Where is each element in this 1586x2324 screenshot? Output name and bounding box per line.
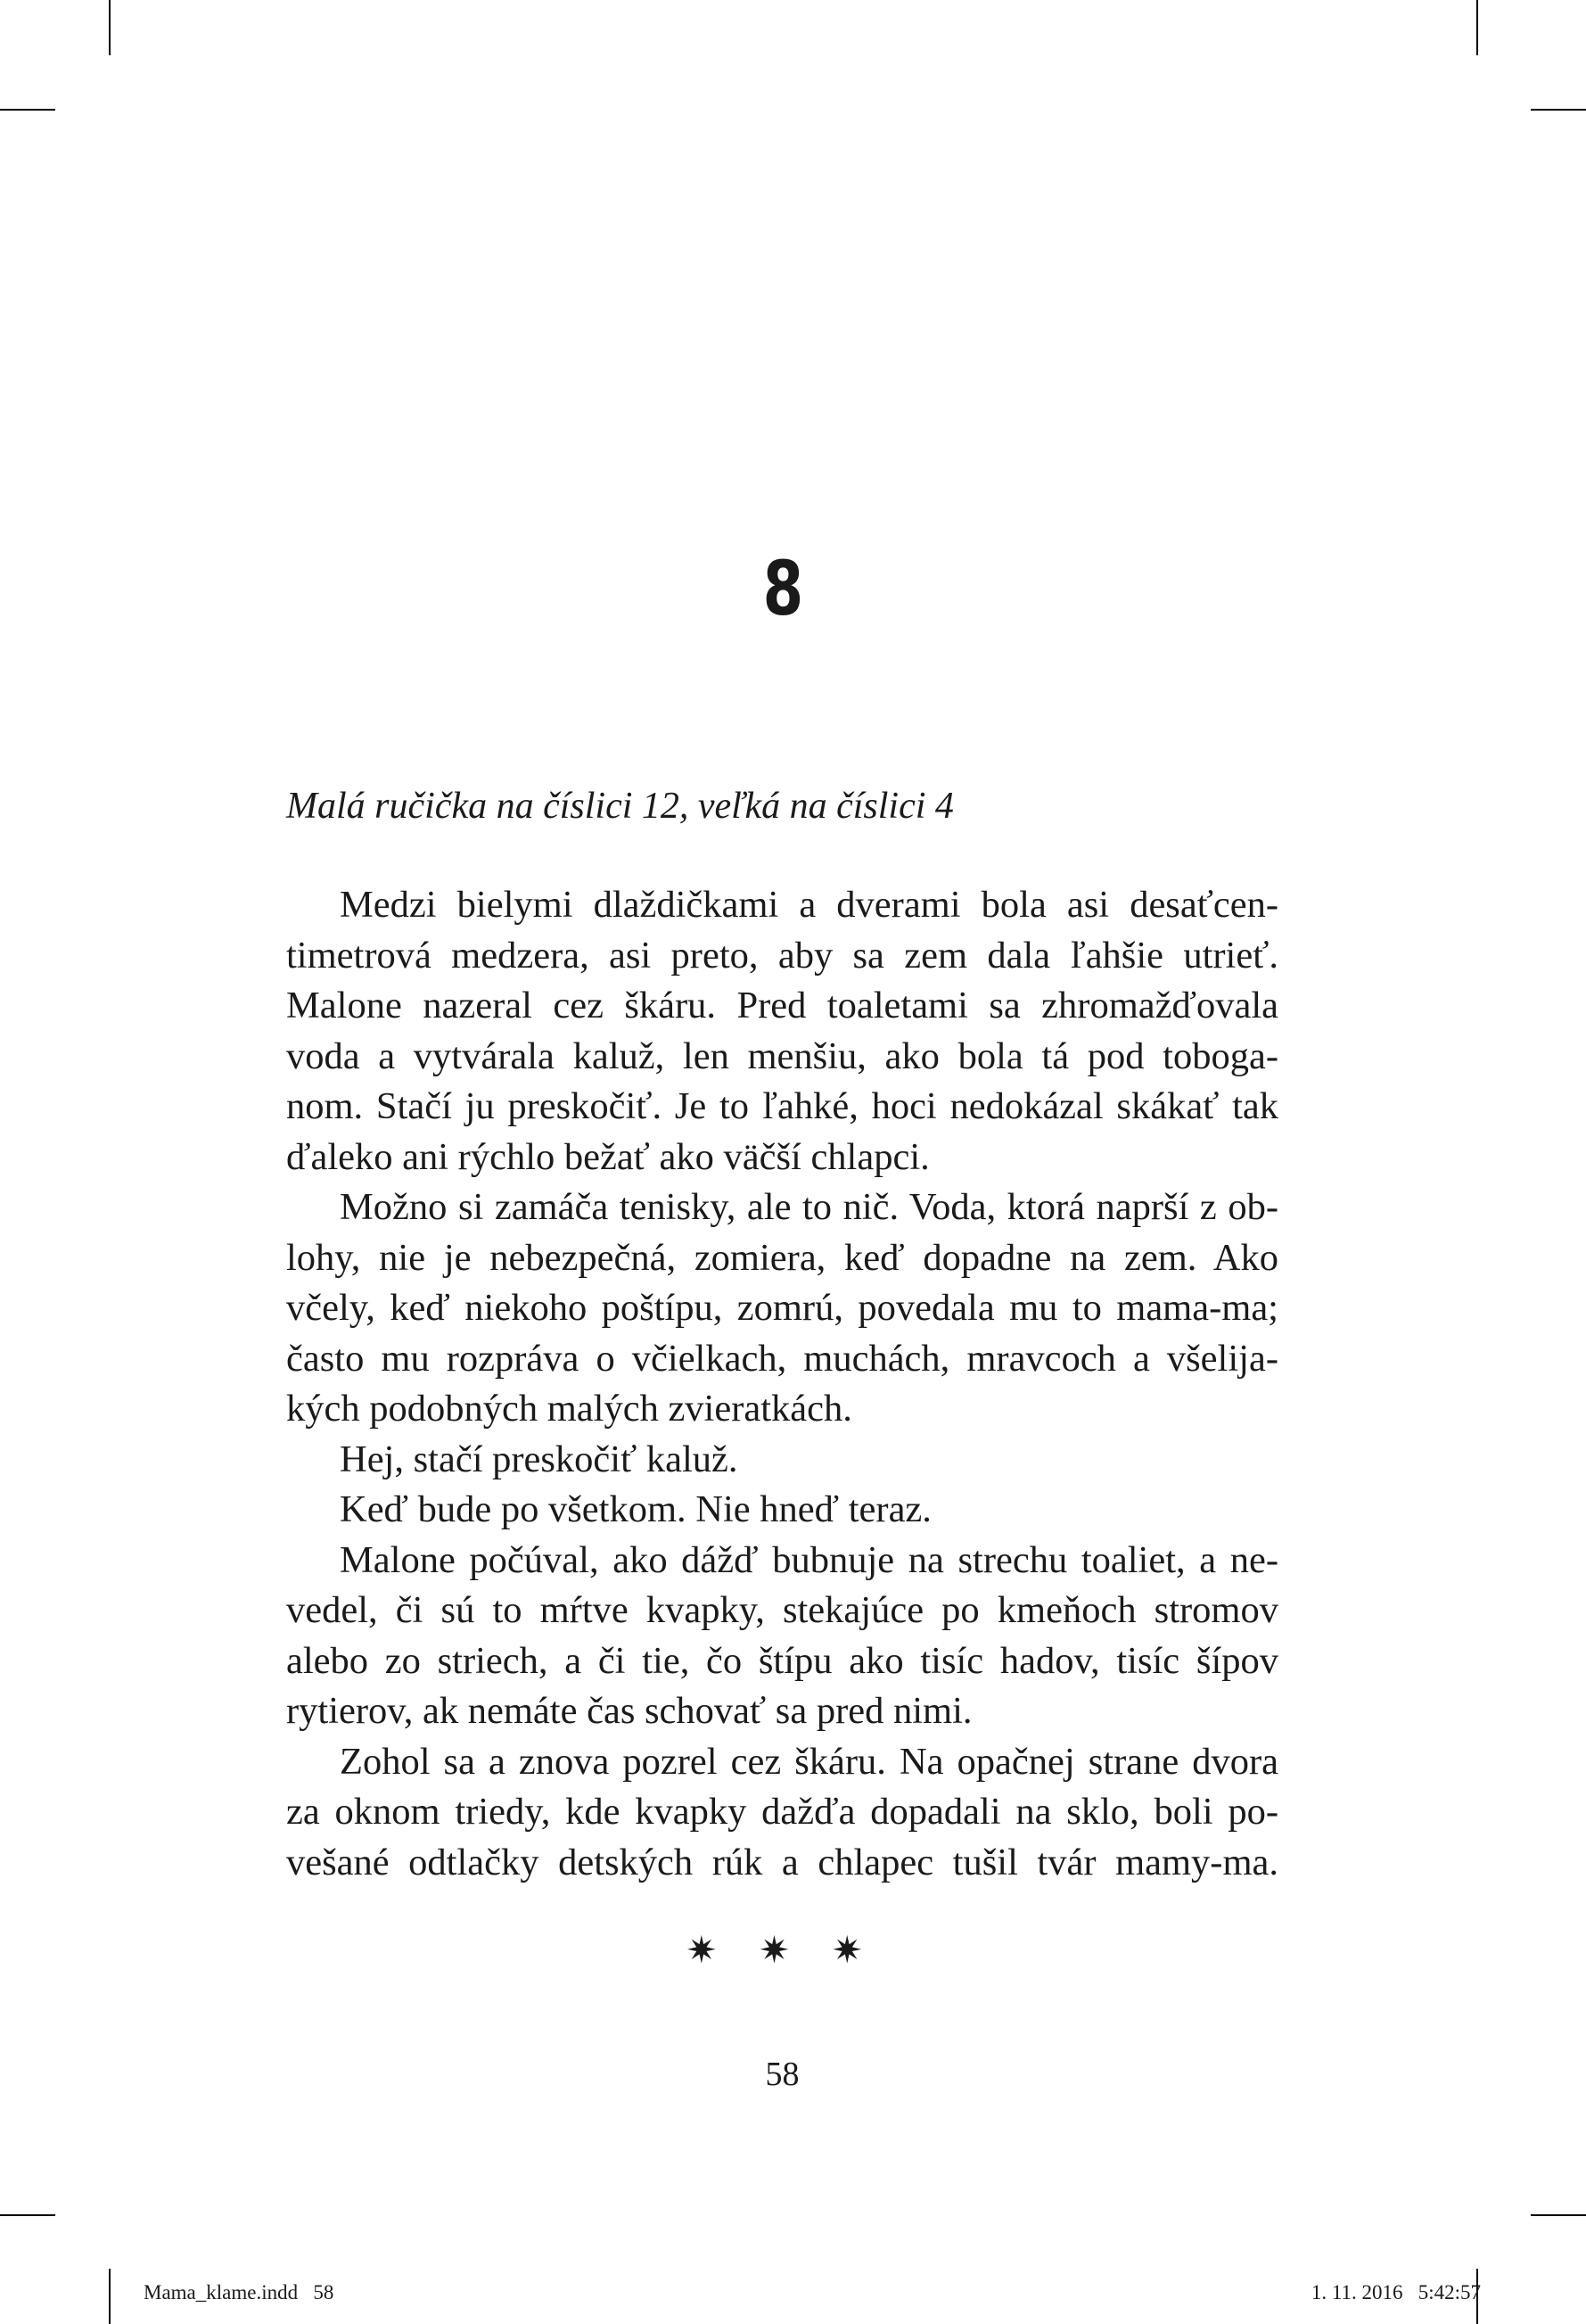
crop-mark-top-left [109, 0, 111, 55]
crop-mark-right-top [1531, 109, 1586, 111]
chapter-number: 8 [762, 545, 802, 632]
text-line: Medzi bielymi dlaždičkami a dverami bola asi desaťcen- [340, 884, 1278, 926]
text-line: vešané odtlačky detských rúk a chlapec tušil tvár mamy-ma. [286, 1841, 1278, 1883]
body-text [286, 880, 1278, 1888]
text-line: kých podobných malých zvieratkách. [286, 1388, 852, 1430]
text-line: Zohol sa a znova pozrel cez škáru. Na opačnej strane dvora [340, 1740, 1278, 1783]
text-line: voda a vytvárala kaluž, len menšiu, ako bola tá pod toboga- [286, 1034, 1278, 1077]
text-line: Malone nazeral cez škáru. Pred toaletami sa zhromažďovala [286, 985, 1278, 1026]
text-line: včely, keď niekoho poštípu, zomrú, povedala mu to mama-ma; [286, 1287, 1278, 1329]
footer-timestamp: 1. 11. 2016 5:42:57 [1311, 2281, 1481, 2303]
page-number: 58 [765, 2056, 800, 2093]
text-line: Keď bude po všetkom. Nie hneď teraz. [340, 1488, 932, 1530]
section-separator: ✷ ✷ ✷ [686, 1931, 879, 1972]
text-line: za oknom triedy, kde kvapky dažďa dopadali na sklo, boli po- [286, 1791, 1278, 1833]
crop-mark-bottom-left [109, 2269, 111, 2324]
text-line: často mu rozpráva o včielkach, muchách, mravcoch a všelija- [286, 1337, 1278, 1380]
text-line: alebo zo striech, a či tie, čo štípu ako tisíc hadov, tisíc šípov [286, 1639, 1278, 1682]
text-line: lohy, nie je nebezpečná, zomiera, keď dopadne na zem. Ako [286, 1236, 1278, 1279]
text-line: Hej, stačí preskočiť kaluž. [340, 1438, 738, 1480]
text-line: timetrová medzera, asi preto, aby sa zem dala ľahšie utrieť. [286, 934, 1278, 977]
footer-file-info: Mama_klame.indd 58 [144, 2281, 334, 2303]
text-line: ďaleko ani rýchlo bežať ako väčší chlapci. [286, 1135, 930, 1178]
crop-mark-top-right [1476, 0, 1478, 55]
crop-mark-right-bottom [1531, 2214, 1586, 2216]
text-line: rytierov, ak nemáte čas schovať sa pred nimi. [286, 1690, 973, 1732]
text-line: Možno si zamáča tenisky, ale to nič. Voda, ktorá naprší z ob- [340, 1186, 1278, 1228]
crop-mark-left-bottom [0, 2214, 55, 2216]
epigraph: Malá ručička na číslici 12, veľká na číslici 4 [286, 786, 954, 827]
text-line: nom. Stačí ju preskočiť. Je to ľahké, hoci nedokázal skákať tak [286, 1085, 1278, 1127]
text-line: Malone počúval, ako dážď bubnuje na strechu toaliet, a ne- [340, 1538, 1278, 1581]
crop-mark-left-top [0, 109, 55, 111]
text-line: vedel, či sú to mŕtve kvapky, stekajúce po kmeňoch stromov [286, 1589, 1278, 1631]
